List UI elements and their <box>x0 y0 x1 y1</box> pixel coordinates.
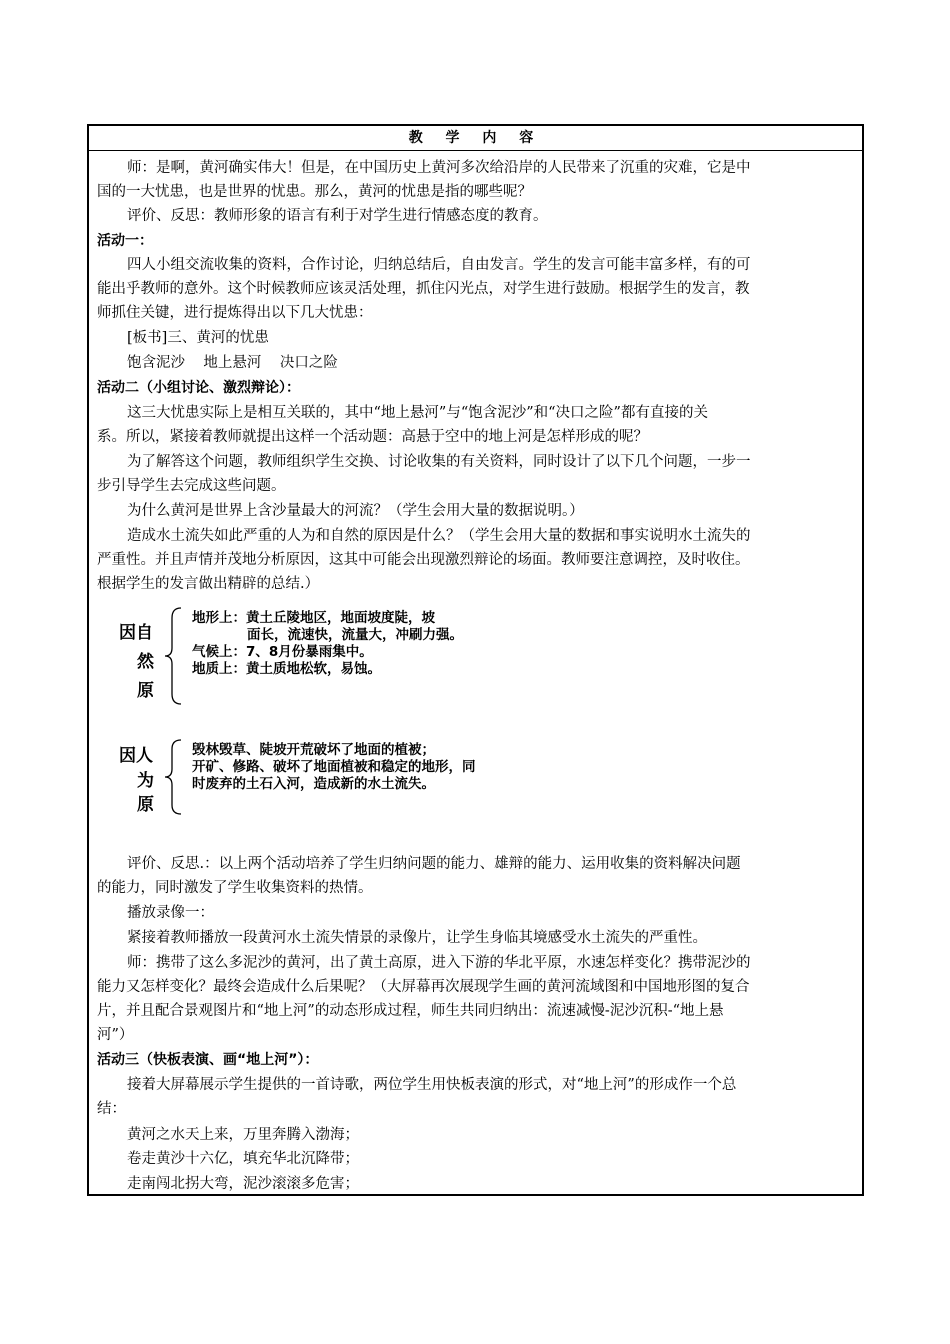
paragraph: 系。所以，紧接着教师就提出这样一个活动题：高悬于空中的地上河是怎样形成的呢？ <box>97 429 648 445</box>
paragraph: 紧接着教师播放一段黄河水土流失情景的录像片，让学生身临其境感受水土流失的严重性。 <box>127 930 707 946</box>
paragraph: 为什么黄河是世界上含沙量最大的河流？（学生会用大量的数据说明。） <box>127 503 584 519</box>
paragraph: 根据学生的发言做出精辟的总结.） <box>97 576 320 592</box>
paragraph: 评价、反思：教师形象的语言有利于对学生进行情感态度的教育。 <box>127 208 548 224</box>
paragraph: [板书]三、黄河的忧患 <box>127 330 269 346</box>
paragraph: 播放录像一： <box>127 905 214 921</box>
poem-line: 走南闯北拐大弯，泥沙滚滚多危害； <box>127 1176 359 1192</box>
paragraph: 能出乎教师的意外。这个时候教师应该灵活处理，抓住闪光点，对学生进行鼓励。根据学生的发言，教 <box>97 281 750 297</box>
curly-brace-icon <box>163 606 185 706</box>
paragraph: 评价、反思.：以上两个活动培养了学生归纳问题的能力、雄辩的能力、运用收集的资料解决问题 <box>127 856 741 872</box>
paragraph: 接着大屏幕展示学生提供的一首诗歌，两位学生用快板表演的形式，对“地上河”的形成作一个总 <box>127 1077 737 1093</box>
diagram-text: 地形上：黄土丘陵地区，地面坡度陡，坡 <box>192 610 435 626</box>
diagram-text: 时废弃的土石入河，造成新的水土流失。 <box>192 776 435 792</box>
human-cause-label: 为 <box>137 771 154 791</box>
table-header: 教 学 内 容 <box>89 126 862 151</box>
paragraph: 严重性。并且声情并茂地分析原因，这其中可能会出现激烈辩论的场面。教师要注意调控，及时收住。 <box>97 552 750 568</box>
diagram-text: 气候上：7、8月份暴雨集中。 <box>192 644 373 660</box>
diagram-text: 开矿、修路、破坏了地面植被和稳定的地形，同 <box>192 759 476 775</box>
paragraph: 能力又怎样变化？最终会造成什么后果呢？（大屏幕再次展现学生画的黄河流域图和中国地形图的复合 <box>97 979 750 995</box>
paragraph: 片，并且配合景观图片和“地上河”的动态形成过程，师生共同归纳出：流速减慢-泥沙沉积-“地上悬 <box>97 1003 724 1019</box>
paragraph: 师：是啊，黄河确实伟大！但是，在中国历史上黄河多次给沿岸的人民带来了沉重的灾难，它是中 <box>127 160 751 176</box>
paragraph: 河”） <box>97 1027 134 1043</box>
diagram-text: 面长，流速快，流量大，冲刷力强。 <box>247 627 463 643</box>
paragraph: 为了解答这个问题，教师组织学生交换、讨论收集的有关资料，同时设计了以下几个问题，一步一 <box>127 454 751 470</box>
paragraph: 师抓住关键，进行提炼得出以下几大忧患： <box>97 305 373 321</box>
paragraph: 这三大忧患实际上是相互关联的，其中“地上悬河”与“饱含泥沙”和“决口之险”都有直接的关 <box>127 405 708 421</box>
natural-cause-label: 因自 <box>119 623 153 643</box>
paragraph: 结： <box>97 1101 126 1117</box>
activity-heading: 活动一： <box>97 233 153 249</box>
human-cause-label: 原 <box>137 795 154 815</box>
natural-cause-label: 原 <box>137 681 154 701</box>
paragraph: 造成水土流失如此严重的人为和自然的原因是什么？（学生会用大量的数据和事实说明水土流失的 <box>127 528 751 544</box>
paragraph: 步引导学生去完成这些问题。 <box>97 478 286 494</box>
activity-heading: 活动三（快板表演、画“地上河”）： <box>97 1052 319 1068</box>
lesson-content-table <box>87 124 864 1196</box>
paragraph: 师：携带了这么多泥沙的黄河，出了黄土高原，进入下游的华北平原，水速怎样变化？携带泥沙的 <box>127 955 751 971</box>
diagram-text: 毁林毁草、陡坡开荒破坏了地面的植被； <box>192 742 435 758</box>
human-cause-label: 因人 <box>119 746 153 766</box>
activity-heading: 活动二（小组讨论、激烈辩论）： <box>97 380 300 396</box>
diagram-text: 地质上：黄土质地松软，易蚀。 <box>192 661 381 677</box>
poem-line: 黄河之水天上来，万里奔腾入渤海； <box>127 1127 359 1143</box>
natural-cause-label: 然 <box>137 652 154 672</box>
paragraph: 四人小组交流收集的资料，合作讨论，归纳总结后，自由发言。学生的发言可能丰富多样，有的可 <box>127 257 751 273</box>
poem-line: 卷走黄沙十六亿，填充华北沉降带； <box>127 1151 359 1167</box>
paragraph: 的能力，同时激发了学生收集资料的热情。 <box>97 880 373 896</box>
curly-brace-icon <box>163 738 185 816</box>
paragraph: 国的一大忧患，也是世界的忧患。那么，黄河的忧患是指的哪些呢？ <box>97 184 532 200</box>
paragraph: 饱含泥沙 地上悬河 决口之险 <box>127 355 338 371</box>
